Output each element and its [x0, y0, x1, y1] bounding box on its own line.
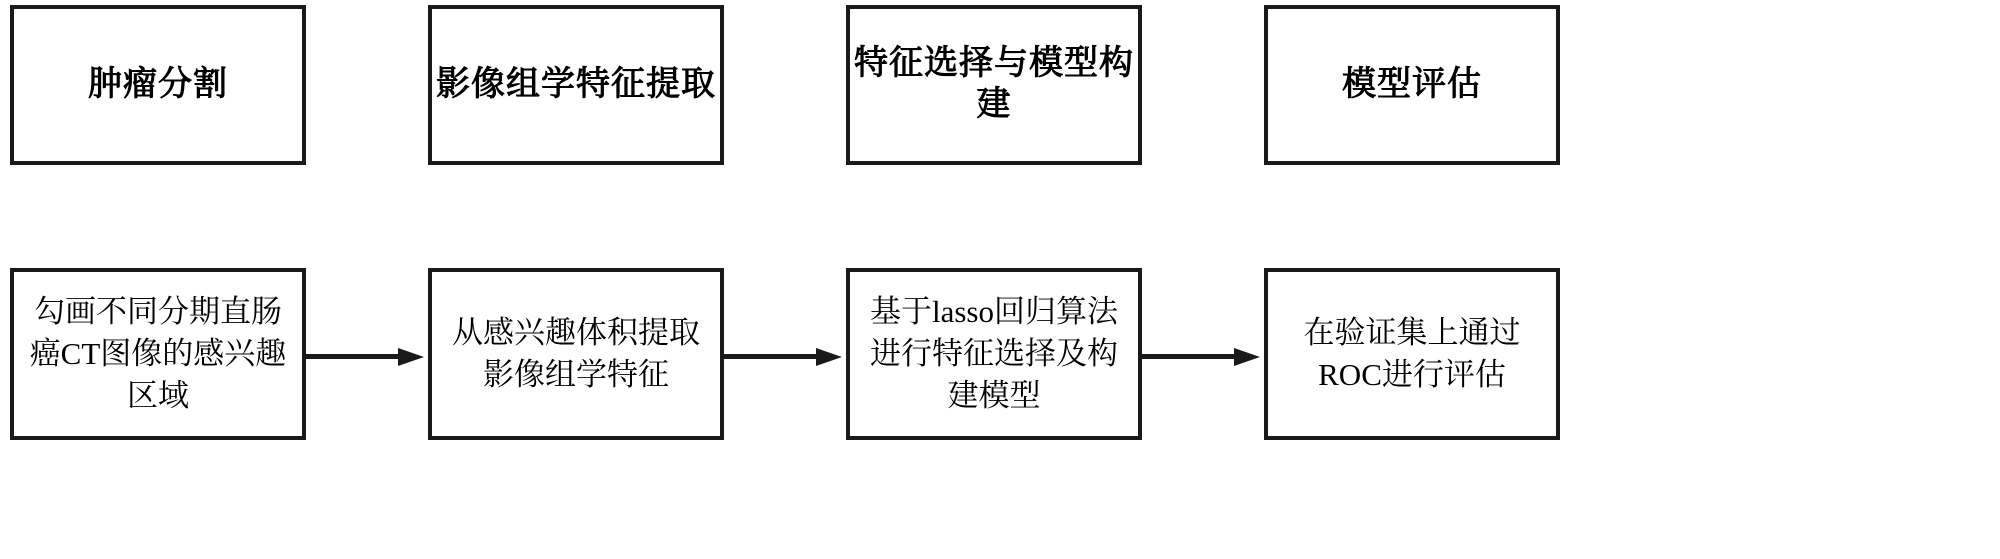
stage-title-row [0, 5, 2000, 170]
detail-box-2 [428, 268, 724, 440]
detail-text-3: 基于lasso回归算法进行特征选择及构建模型 [870, 294, 1118, 413]
arrow-head [398, 348, 424, 366]
stage-title-3: 特征选择与模型构建 [854, 45, 1134, 123]
stage-box-2 [428, 5, 724, 165]
detail-text-4: 在验证集上通过ROC进行评估 [1303, 315, 1521, 392]
stage-title-1: 肿瘤分割 [88, 65, 228, 103]
stage-box-3 [846, 5, 1142, 165]
arrow-right-icon [1142, 348, 1262, 364]
arrow-right-icon [724, 348, 844, 364]
stage-title-4: 模型评估 [1342, 65, 1482, 103]
stage-box-1 [10, 5, 306, 165]
arrow-shaft [724, 354, 820, 359]
arrow-right-icon [306, 348, 426, 364]
arrow-head [1234, 348, 1260, 366]
arrow-shaft [1142, 354, 1238, 359]
stage-box-4 [1264, 5, 1560, 165]
detail-box-1 [10, 268, 306, 440]
arrow-head [816, 348, 842, 366]
detail-box-4 [1264, 268, 1560, 440]
stage-detail-row [0, 268, 2000, 443]
detail-box-3 [846, 268, 1142, 440]
arrow-shaft [306, 354, 402, 359]
stage-title-2: 影像组学特征提取 [436, 65, 716, 103]
detail-text-2: 从感兴趣体积提取影像组学特征 [452, 315, 700, 392]
detail-text-1: 勾画不同分期直肠癌CT图像的感兴趣区域 [29, 294, 287, 413]
